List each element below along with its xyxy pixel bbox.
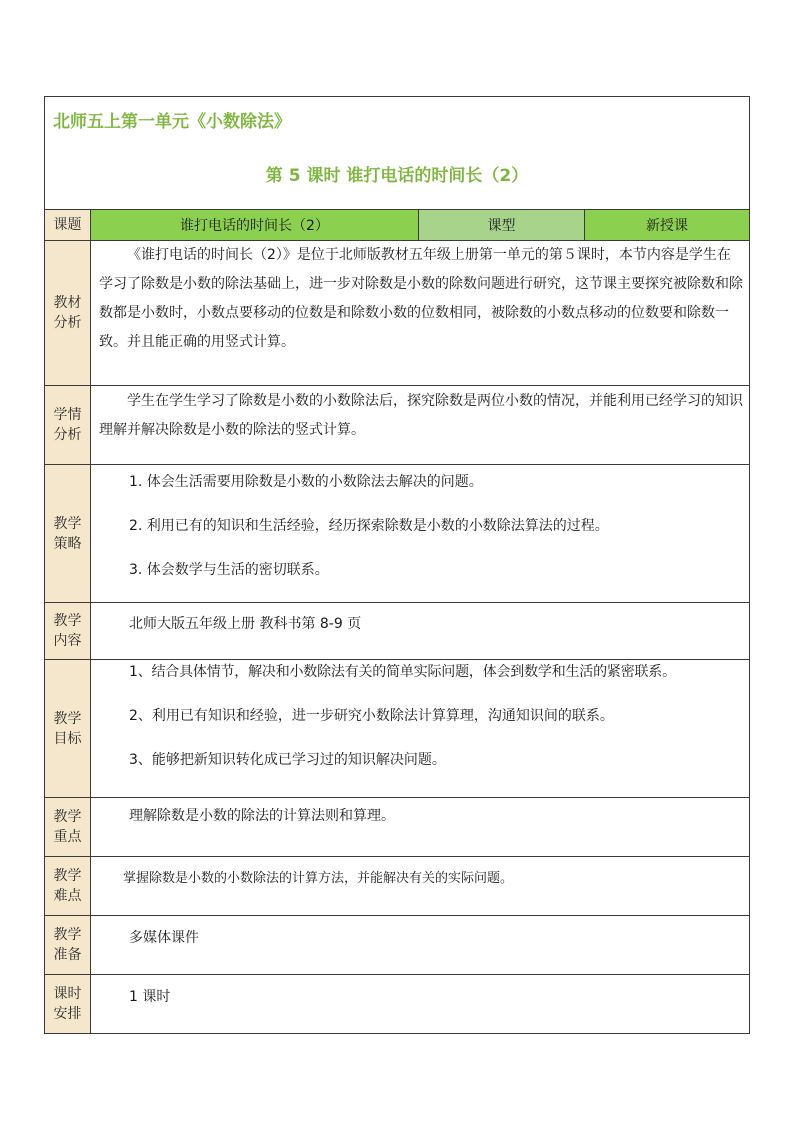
teaching-focus-text: 理解除数是小数的除法的计算法则和算理。 <box>129 808 395 824</box>
teaching-difficulty-label <box>45 857 91 916</box>
lesson-schedule-label <box>45 975 91 1034</box>
student-analysis-label <box>45 386 91 465</box>
teaching-strategy-label <box>45 465 91 603</box>
type-value: 新授课 <box>585 210 750 241</box>
strategy-item: 1. 体会生活需要用除数是小数的小数除法去解决的问题。 <box>129 474 483 490</box>
topic-label: 课题 <box>45 210 91 241</box>
header-cell <box>45 97 750 210</box>
lesson-plan-table <box>44 96 750 1034</box>
teaching-strategy-cell <box>91 465 750 603</box>
teaching-prep-label <box>45 916 91 975</box>
lesson-schedule-text: 1 课时 <box>129 989 171 1005</box>
topic-value: 谁打电话的时间长（2） <box>91 210 419 241</box>
student-analysis-text: 学生在学生学习了除数是小数的小数除法后，探究除数是两位小数的情况，并能利用已经学习的知识理解并解决除数是小数的除法的竖式计算。 <box>99 393 743 438</box>
label-line-2: 内容 <box>53 633 82 649</box>
teaching-goals-label <box>45 660 91 798</box>
label-line-1: 教学 <box>53 710 82 727</box>
teaching-goals-cell <box>91 660 750 798</box>
teaching-content-label <box>45 603 91 660</box>
teaching-focus-cell <box>91 798 750 857</box>
label-line-1: 教学 <box>53 613 82 629</box>
lesson-title: 第 5 课时 谁打电话的时间长（2） <box>265 166 529 186</box>
goal-item: 2、利用已有知识和经验，进一步研究小数除法计算算理，沟通知识间的联系。 <box>129 708 614 724</box>
label-line-1: 教学 <box>53 515 82 532</box>
lesson-plan-document <box>44 96 749 1034</box>
label-line-2: 分析 <box>53 315 82 331</box>
teaching-strategy-row <box>45 465 750 603</box>
teaching-content-text: 北师大版五年级上册 教科书第 8-9 页 <box>129 616 362 632</box>
label-line-1: 教材 <box>53 295 82 311</box>
label-line-1: 学情 <box>53 407 82 423</box>
goal-item: 1、结合具体情节，解决和小数除法有关的简单实际问题，体会到数学和生活的紧密联系。 <box>129 664 676 680</box>
label-line-1: 课时 <box>53 986 82 1002</box>
topic-row <box>45 210 750 241</box>
teaching-focus-label <box>45 798 91 857</box>
teaching-difficulty-cell <box>91 857 750 916</box>
header-row <box>45 97 750 210</box>
lesson-schedule-row <box>45 975 750 1034</box>
label-line-2: 分析 <box>53 427 82 443</box>
teaching-prep-text: 多媒体课件 <box>129 930 199 946</box>
label-line-2: 准备 <box>53 947 82 963</box>
label-line-1: 教学 <box>53 927 82 943</box>
teaching-prep-row <box>45 916 750 975</box>
type-label: 课型 <box>419 210 585 241</box>
teaching-prep-cell <box>91 916 750 975</box>
label-line-2: 安排 <box>53 1006 82 1022</box>
student-analysis-cell <box>91 386 750 465</box>
textbook-analysis-row <box>45 241 750 386</box>
teaching-difficulty-row <box>45 857 750 916</box>
strategy-item: 2. 利用已有的知识和生活经验，经历探索除数是小数的小数除法算法的过程。 <box>129 518 609 534</box>
strategy-item: 3. 体会数学与生活的密切联系。 <box>129 562 329 578</box>
label-line-1: 教学 <box>53 809 82 825</box>
label-line-2: 目标 <box>53 730 82 747</box>
textbook-analysis-text: 《谁打电话的时间长（2）》是位于北师版教材五年级上册第一单元的第５课时，本节内容是学生在学习了除数是小数的除法基础上，进一步对除数是小数的除数问题进行研究，这节课主要探究被除数和除数都是小数时，小数点要移动的位数是和除数小数的位数相同，被除数的小数点移动的位数要和除数一致。并且能正确的用竖式计算。 <box>99 247 743 350</box>
student-analysis-row <box>45 386 750 465</box>
textbook-analysis-label <box>45 241 91 386</box>
teaching-content-cell <box>91 603 750 660</box>
textbook-analysis-cell <box>91 241 750 386</box>
label-line-2: 难点 <box>53 888 82 904</box>
teaching-content-row <box>45 603 750 660</box>
teaching-goals-row <box>45 660 750 798</box>
goal-item: 3、能够把新知识转化成已学习过的知识解决问题。 <box>129 752 446 768</box>
lesson-schedule-cell <box>91 975 750 1034</box>
series-title: 北师五上第一单元《小数除法》 <box>53 112 291 132</box>
teaching-difficulty-text: 掌握除数是小数的小数除法的计算方法，并能解决有关的实际问题。 <box>123 871 514 886</box>
teaching-focus-row <box>45 798 750 857</box>
label-line-2: 重点 <box>53 829 82 845</box>
label-line-2: 策略 <box>53 535 82 552</box>
label-line-1: 教学 <box>53 868 82 884</box>
